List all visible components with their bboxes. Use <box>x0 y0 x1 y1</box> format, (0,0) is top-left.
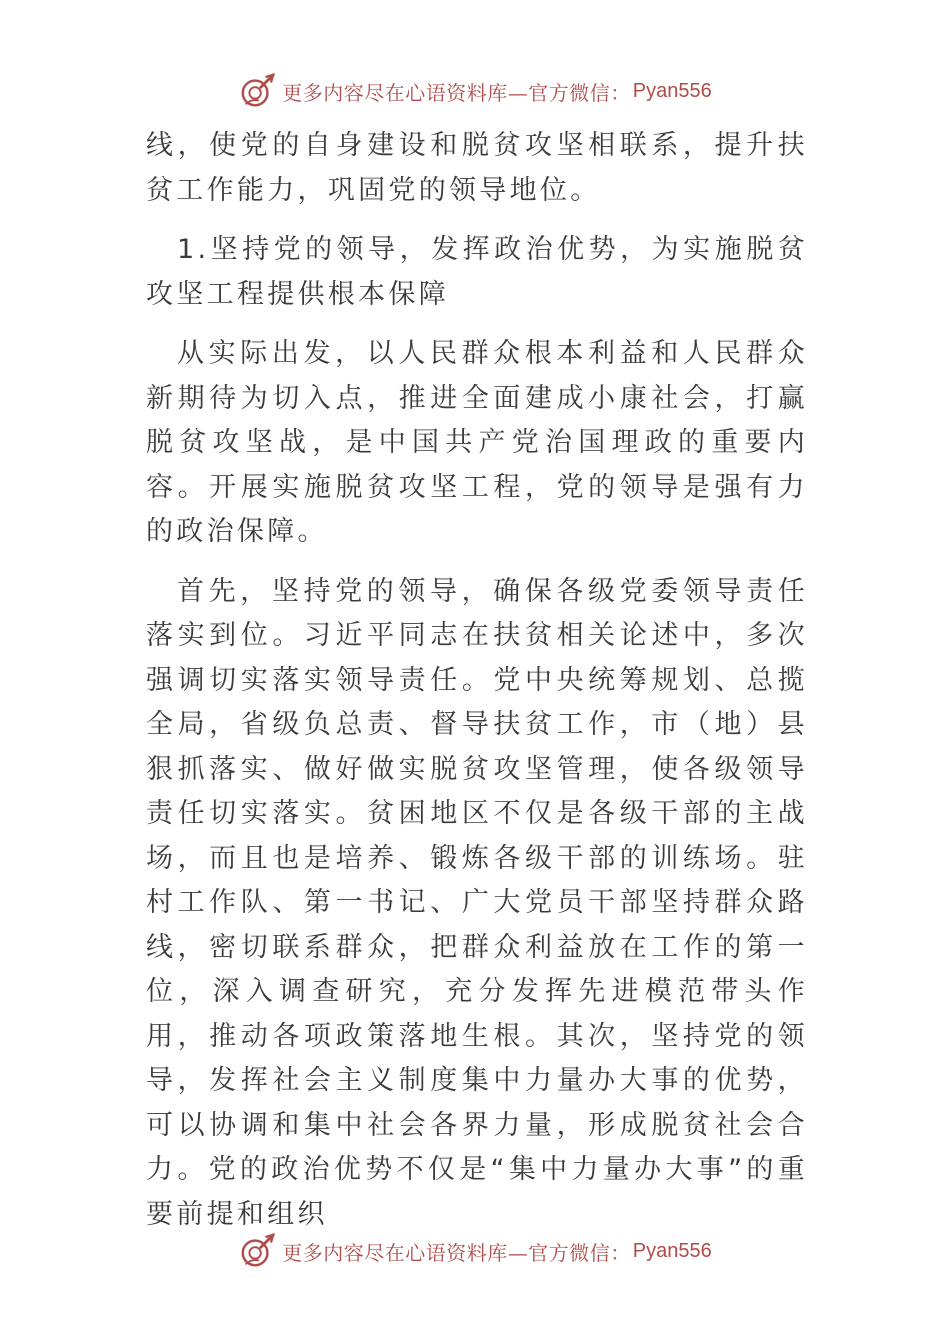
paragraph-2: 从实际出发，以人民群众根本利益和人民群众新期待为切入点，推进全面建成小康社会，打赢脱贫攻坚战，是中国共产党治国理政的重要内容。开展实施脱贫攻坚工程，党的领导是强有力的政治保障。 <box>146 338 808 547</box>
header-watermark <box>0 72 950 110</box>
watermark-id: Pyan556 <box>632 1239 712 1262</box>
logo-icon <box>238 72 276 110</box>
paragraph-1: 线，使党的自身建设和脱贫攻坚相联系，提升扶贫工作能力，巩固党的领导地位。 <box>146 130 808 206</box>
paragraph-3: 首先，坚持党的领导，确保各级党委领导责任落实到位。习近平同志在扶贫相关论述中，多次强调切实落实领导责任。党中央统筹规划、总揽全局，省级负总责、督导扶贫工作，市（地）县狠抓落实、做好做实脱贫攻坚管理，使各级领导责任切实落实。贫困地区不仅是各级干部的主战场，而且也是培养、锻炼各级干部的训练场。驻村工作队、第一书记、广大党员干部坚持群众路线，密切联系群众，把群众利益放在工作的第一位，深入调查研究，充分发挥先进模范带头作用，推动各项政策落地生根。其次，坚持党的领导，发挥社会主义制度集中力量办大事的优势，可以协调和集中社会各界力量，形成脱贫社会合力。党的政治优势不仅是“集中力量办大事”的重要前提和组织 <box>146 575 808 1230</box>
watermark-text: 更多内容尽在心语资料库—官方微信： <box>282 80 631 105</box>
section-heading: 1.坚持党的领导，发挥政治优势，为实施脱贫攻坚工程提供根本保障 <box>146 234 808 310</box>
document-body <box>146 124 808 1252</box>
footer-watermark <box>0 1232 950 1270</box>
logo-icon <box>238 1232 276 1270</box>
watermark-id: Pyan556 <box>632 79 712 102</box>
watermark-text: 更多内容尽在心语资料库—官方微信： <box>282 1240 631 1265</box>
